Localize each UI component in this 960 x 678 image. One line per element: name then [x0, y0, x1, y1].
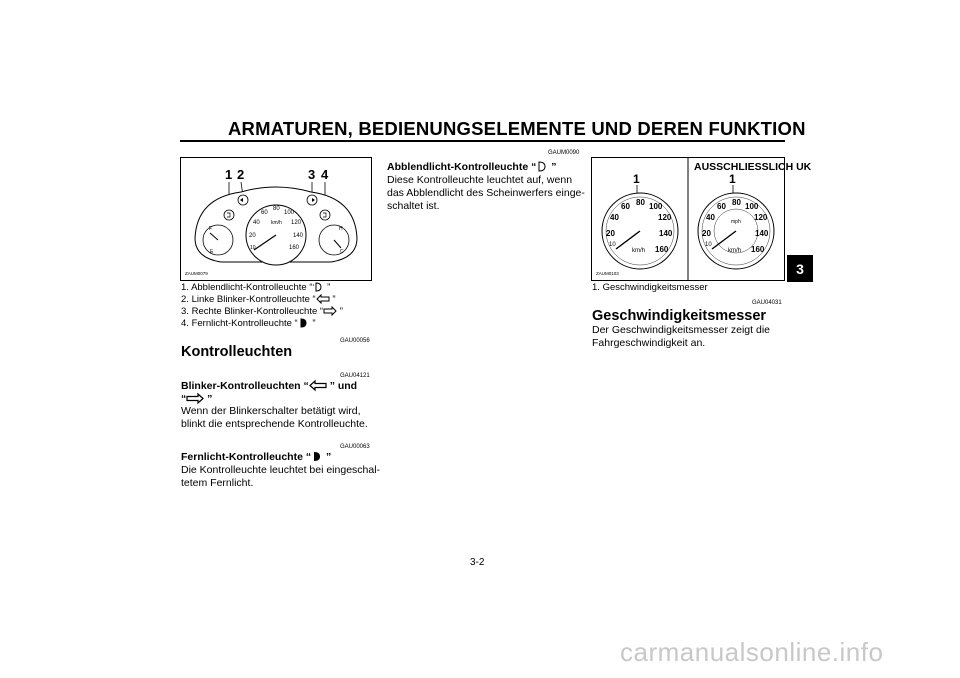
figure2-callout-left: 1 — [633, 172, 640, 186]
left-turn-lamp — [238, 195, 248, 205]
speedometer-kmh — [602, 193, 678, 269]
svg-text:60: 60 — [717, 202, 726, 211]
fernlicht-heading: Fernlicht-Kontrolleuchte “ ” — [181, 451, 332, 463]
section2-code: GAU04031 — [752, 300, 782, 306]
figure1-caption-2: 2. Linke Blinker-Kontrolleuchte “ ” — [181, 294, 336, 305]
speedometer-kmh-mph — [698, 193, 774, 269]
fernlicht-code: GAU00063 — [340, 444, 370, 450]
svg-text:100: 100 — [745, 202, 759, 211]
blinker-heading-line1: Blinker-Kontrolleuchten “ ” und — [181, 380, 358, 392]
figure2-callout-right: 1 — [729, 172, 736, 186]
svg-text:60: 60 — [621, 202, 630, 211]
svg-text:80: 80 — [273, 206, 280, 212]
blinker-body-line1: Wenn der Blinkerschalter betätigt wird, — [181, 405, 361, 417]
high-beam-icon — [298, 318, 310, 328]
figure1-image-code: ZAUM0079 — [185, 271, 208, 276]
abblendlicht-body-line1: Diese Kontrolleuchte leuchtet auf, wenn — [387, 174, 573, 186]
svg-text:120: 120 — [658, 213, 672, 222]
svg-text:20: 20 — [606, 229, 615, 238]
svg-text:120: 120 — [754, 213, 768, 222]
svg-text:20: 20 — [702, 229, 711, 238]
svg-text:40: 40 — [610, 213, 619, 222]
section2-body-line1: Der Geschwindigkeitsmesser zeigt die — [592, 324, 770, 336]
fernlicht-body-line2: tetem Fernlicht. — [181, 477, 254, 489]
abblendlicht-code: GAUM0090 — [548, 150, 580, 156]
uk-only-label: AUSSCHLIESSLICH UK — [694, 161, 812, 173]
svg-text:10: 10 — [609, 242, 616, 248]
svg-text:km/h: km/h — [271, 220, 282, 226]
svg-text:80: 80 — [732, 198, 741, 207]
svg-text:10: 10 — [705, 242, 712, 248]
callout-2: 2 — [237, 167, 245, 182]
figure1-caption-1: 1. Abblendlicht-Kontrolleuchte “ ” — [181, 282, 331, 293]
abblendlicht-body-line3: schaltet ist. — [387, 200, 440, 212]
svg-text:km/h: km/h — [632, 248, 646, 254]
watermark: carmanualsonline.info — [620, 637, 884, 667]
svg-text:140: 140 — [293, 233, 304, 239]
blinker-heading-line2: “ ” — [181, 393, 213, 405]
abblendlicht-heading: Abblendlicht-Kontrolleuchte “ ” — [387, 161, 557, 173]
section2-heading: Geschwindigkeitsmesser — [592, 308, 767, 324]
svg-text:140: 140 — [659, 229, 673, 238]
blinker-body-line2: blinkt die entsprechende Kontrolleuchte. — [181, 418, 368, 430]
figure1-caption-3: 3. Rechte Blinker-Kontrolleuchte “ ” — [181, 306, 343, 317]
high-beam-lamp — [320, 210, 330, 220]
low-beam-icon — [536, 161, 548, 172]
speedometer-figure — [591, 157, 812, 281]
svg-text:H: H — [339, 226, 343, 232]
high-beam-icon — [311, 451, 323, 462]
right-turn-icon — [323, 306, 337, 316]
svg-text:100: 100 — [284, 210, 295, 216]
instrument-cluster-figure — [180, 157, 372, 281]
callout-4: 4 — [321, 167, 329, 182]
right-turn-icon — [186, 393, 204, 404]
svg-text:160: 160 — [655, 245, 669, 254]
svg-text:40: 40 — [253, 220, 260, 226]
low-beam-lamp — [224, 210, 234, 220]
speedometer — [246, 205, 306, 265]
right-turn-lamp — [307, 195, 317, 205]
svg-text:100: 100 — [649, 202, 663, 211]
figure2-caption-1: 1. Geschwindigkeitsmesser — [592, 282, 708, 293]
temperature-gauge — [319, 225, 349, 255]
blinker-code: GAU04121 — [340, 373, 370, 379]
left-turn-icon — [309, 380, 327, 391]
svg-text:160: 160 — [289, 245, 300, 251]
svg-text:80: 80 — [636, 198, 645, 207]
svg-text:E: E — [210, 249, 214, 255]
section2-body-line2: Fahrgeschwindigkeit an. — [592, 337, 706, 349]
svg-text:C: C — [340, 249, 344, 255]
instrument-cluster-illustration — [181, 158, 371, 280]
figure2-image-code: ZAUM0103 — [596, 271, 619, 276]
speedometer-illustration — [592, 158, 812, 280]
section1-code: GAU00056 — [340, 338, 370, 344]
svg-text:mph: mph — [731, 219, 741, 225]
fernlicht-body-line1: Die Kontrolleuchte leuchtet bei eingeschal- — [181, 464, 381, 476]
page-number: 3-2 — [470, 557, 485, 568]
svg-text:20: 20 — [249, 233, 256, 239]
page-header-title: ARMATUREN, BEDIENUNGSELEMENTE UND DEREN FUNKTION — [228, 118, 806, 139]
abblendlicht-body-line2: das Abblendlicht des Scheinwerfers einge- — [387, 187, 585, 199]
svg-text:10: 10 — [250, 245, 256, 251]
svg-text:120: 120 — [291, 220, 302, 226]
svg-text:40: 40 — [706, 213, 715, 222]
fuel-gauge — [203, 225, 233, 255]
figure1-caption-4: 4. Fernlicht-Kontrolleuchte “ ” — [181, 318, 316, 329]
header-rule — [180, 140, 785, 142]
left-turn-icon — [316, 294, 330, 304]
svg-text:km/h: km/h — [728, 248, 742, 254]
svg-text:F: F — [209, 226, 213, 232]
callout-3: 3 — [308, 167, 316, 182]
svg-text:60: 60 — [261, 210, 268, 216]
low-beam-icon — [313, 282, 325, 292]
svg-text:140: 140 — [755, 229, 769, 238]
chapter-tab[interactable]: 3 — [787, 255, 813, 282]
callout-1: 1 — [225, 167, 233, 182]
svg-text:160: 160 — [751, 245, 765, 254]
section1-heading: Kontrolleuchten — [181, 344, 293, 360]
